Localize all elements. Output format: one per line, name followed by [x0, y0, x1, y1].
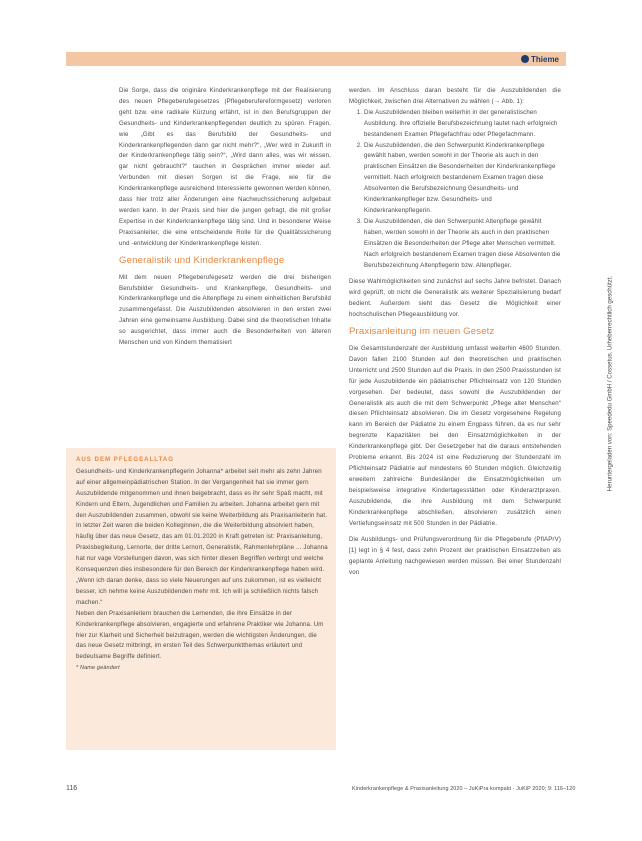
right-column — [349, 86, 561, 579]
list-item: 3. Die Auszubildenden, die den Schwerpunkt Altenpflege gewählt haben, werden sowohl in der Theorie als auch in den praktischen Einsätzen die Besonderheiten der Pflege alter Menschen vermittelt. Nach erfolgreich bestandenem Examen tragen diese Absolventen die Berufsbezeichnung Altenpflegerin bzw. Altenpfleger. — [364, 217, 561, 272]
right-paragraph-1: werden. Im Anschluss daran besteht für die Auszubildenden die Möglichkeit, zwischen drei Alternativen zu wählen (→ Abb. 1): — [349, 87, 561, 105]
logo-text: Thieme — [531, 54, 560, 64]
left-paragraph-2: Mit dem neuen Pflegeberufegesetz werden die drei bisherigen Berufsbilder Gesundheits- und Krankenpflege, Gesundheits- und Kinderkrankenpflege und die Altenpflege zu einem einheitlichen Berufsbild zusammengefasst. Die Auszubildenden absolvieren in den ersten zwei Jahren eine gemeinsame Ausbildung. Dabei sind die theoretischen Inhalte so ausgerichtet, dass immer auch die Besonderheiten von älteren Menschen und von Kindern thematisiert — [119, 273, 331, 347]
side-copyright-note — [604, 196, 614, 576]
case-box-title: AUS DEM PFLEGEALLTAG — [76, 456, 174, 463]
alternatives-list — [349, 108, 561, 272]
side-copyright-text: Heruntergeladen von: Speededu GmbH / Cossetus. Urheberrechtlich geschützt. — [606, 275, 614, 492]
right-paragraph-3: Die Gesamtstundenzahl der Ausbildung umfasst weiterhin 4600 Stunden. Davon fallen 2100 Stunden auf den theoretischen und praktischen Unterricht und 2500 Stunden auf die Praxis. In den 2500 Praxisstunden ist für jede Auszubildende ein pädiatrischer Pflichteinsatz von 120 Stunden vorgesehen. Der bedeutet, dass sowohl die Auszubildenden der Generalistik als auch die mit dem Schwerpunkt „Pflege alter Menschen“ diesen Pflichteinsatz absolvieren. Die im Gesetz vorgesehene Regelung kann im Bereich der Pädiatrie zu einem Engpass führen, da es nur sehr begrenzte Kapazitäten bei den Einsatzmöglichkeiten in der Kinderkrankenpflege gibt. Der Gesetzgeber hat die daraus entstehenden Probleme erkannt. Bis 2024 ist eine Reduzierung der Stundenzahl im Pflichteinsatz Pädiatrie auf mindestens 60 Stunden möglich. Gleichzeitig erweitern zahlreiche Bundesländer die Einsatzmöglichkeiten um beispielsweise integrative Kindertagesstätten oder Kinderarztpraxen. Auszubildende, die ihre Ausbildung mit dem Schwerpunkt Kinderkrankenpflege abschließen, absolvieren zusätzlich einen Vertiefungseinsatz mit 500 Stunden in der Pädiatrie. — [349, 345, 561, 527]
section-heading-praxisanleitung: Praxisanleitung im neuen Gesetz — [349, 326, 495, 338]
right-paragraph-2: Diese Wahlmöglichkeiten sind zunächst auf sechs Jahre befristet. Danach wird geprüft, ob nicht die Generalistik als weiterer Spezialisierung bedarf bedient. Außerdem sieht das Gesetz die Möglichkeit einer hochschulischen Pflegeausbildung vor. — [349, 278, 561, 319]
case-box-footnote: * Name geändert — [76, 665, 120, 672]
section-heading-generalistik: Generalistik und Kinderkrankenpflege — [119, 254, 285, 266]
case-box-paragraph-1: Gesundheits- und Kinderkrankenpflegerin Johanna* arbeitet seit mehr als zehn Jahren auf einer allgemeinpädiatrischen Station. In der Vergangenheit hat sie immer gern Auszubildende mitgenommen und ihnen beigebracht, dass es ihr sehr Spaß macht, mit Kindern und Eltern, Jugendlichen und Familien zu arbeiten. Johanna arbeitet gern mit den Auszubildenden zusammen, obwohl sie keine Weiterbildung als Praxisanleiterin hat. In letzter Zeit waren die beiden Kolleginnen, die die Weiterbildung absolviert haben, häufig über das neue Gesetz, das am 01.01.2020 in Kraft getreten ist: Praxisanleitung, Praxisbegleitung, Lernorte, der dritte Lernort, Generalistik, Rahmenlehrpläne ... Johanna hat nur vage Vorstellungen davon, was sich hinter diesen Begriffen verbirgt und welche Konsequenzen dies insbesondere für den Bereich der Kinderkrankenpflege haben wird. „Wenn ich daran denke, dass so viele Neuerungen auf uns zukommen, ist es vielleicht besser, ich nehme keine Auszubildenden mehr mit. Ich will ja schließlich nichts falsch machen.“ — [76, 467, 328, 606]
header-bar — [66, 52, 566, 66]
case-box — [66, 448, 336, 750]
left-paragraph-1: Die Sorge, dass die originäre Kinderkrankenpflege mit der Realisierung des neuen Pflegeberufegesetzes (Pflegeberufereformgesetz) verloren geht bzw. eine radikale Kürzung erfährt, ist in den Berufsgruppen der Gesundheits- und Kinderkrankenpflegenden deutlich zu spüren. Fragen, wie „Gibt es das Berufsbild der Gesundheits- und Kinderkrankenpflegenden dann gar nicht mehr?“, „Wer wird in Zukunft in der Kinderkrankenpflege tätig sein?“, „Wird dann alles, was wir wissen, gar nicht gebraucht?“ tauchen in Gesprächen immer wieder auf. Verbunden mit diesen Sorgen ist die Frage, wie für die Kinderkrankenpflege ausreichend Interessierte gewonnen werden können, dass hier trotz aller Änderungen eine Nachwuchssicherung aufgebaut werden kann. In der Praxis sind hier die jungen gefragt, die mit großer Expertise in der Kinderkrankenpflege tätig sind. Und in besonderer Weise Praxisanleiter, die eine entscheidende Rolle für die Qualitätssicherung und -entwicklung der Kinderkrankenpflege leisten. — [119, 87, 331, 247]
right-paragraph-4: Die Ausbildungs- und Prüfungsverordnung für die Pflegeberufe (PflAPrV) [1] legt in § 4 fest, dass zehn Prozent der praktischen Einsatzzeiten als geplante Anleitung nachgewiesen werden müssen. Bei einer Stundenzahl von — [349, 536, 561, 577]
case-box-paragraph-2: Neben den Praxisanleitern brauchen die Lernenden, die ihre Einsätze in der Kinderkrankenpflege absolvieren, engagierte und erfahrene Praktiker wie Johanna. Um hier zur Klarheit und Sicherheit beizutragen, werden die wichtigsten Änderungen, die das neue Gesetz mitbringt, im ersten Teil des Schwerpunktthemas erläutert und bedeutsame Begriffe definiert. — [76, 609, 324, 661]
list-item: 1. Die Auszubildenden bleiben weiterhin in der generalistischen Ausbildung. Ihre offizielle Berufsbezeichnung lautet nach erfolgreich bestandenem Examen Pflegefachfrau oder Pflegefachmann. — [364, 108, 561, 141]
page-number: 116 — [66, 785, 78, 792]
page-footer: Kinderkrankenpflege & Praxisanleitung 2020 – JuKiPra kompakt · JuKiP 2020; 9: 116–120 — [352, 786, 576, 792]
left-column — [119, 86, 331, 349]
logo-mark-icon — [521, 55, 529, 63]
list-item: 2. Die Auszubildenden, die den Schwerpunkt Kinderkrankenpflege gewählt haben, werden sowohl in der Theorie als auch in den praktischen Einsätzen die Besonderheiten der Kinderkrankenpflege vermittelt. Nach erfolgreich bestandenem Examen tragen diese Absolventen die Berufsbezeichnung Gesundheits- und Kinderkrankenpfleger bzw. Gesundheits- und Kinderkrankenpflegerin. — [364, 141, 561, 217]
publisher-logo — [521, 51, 567, 67]
